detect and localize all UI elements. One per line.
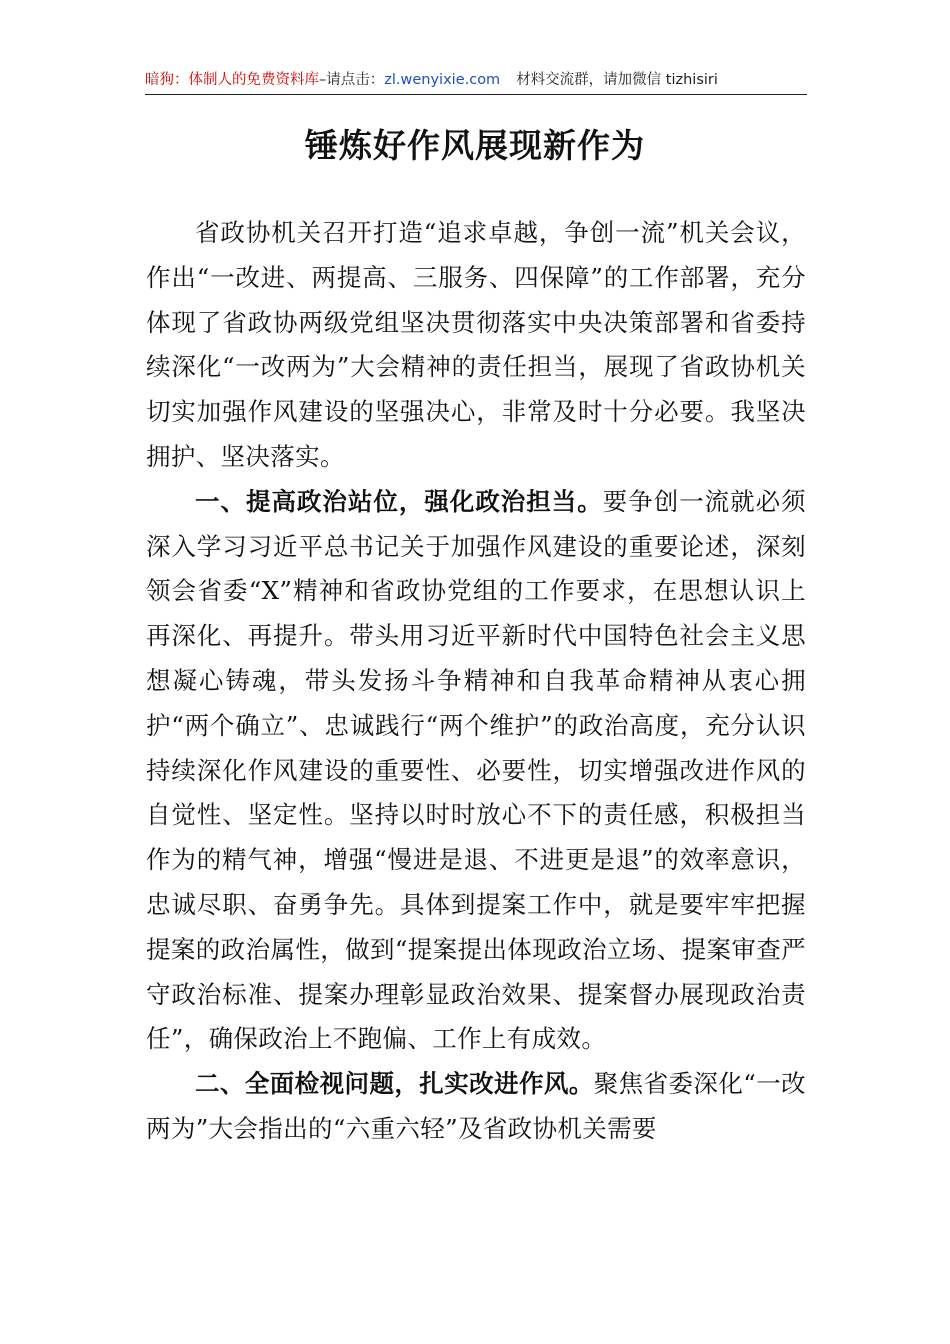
paragraph-text: 省政协机关召开打造“追求卓越，争创一流”机关会议，作出“一改进、两提高、三服务、四保障”的工作部署，充分体现了省政协两级党组坚决贯彻落实中央决策部署和省委持续深化“一改两为”大会精神的责任担当，展现了省政协机关切实加强作风建设的坚强决心，非常及时十分必要。我坚决拥护、坚决落实。 (146, 218, 806, 471)
paragraph-text: 聚焦省委深化“一改两为”大会指出的“六重六轻”及省政协机关需要 (146, 1069, 806, 1143)
paragraph-intro (146, 211, 806, 480)
header-brand: 暗狗：体制人的免费资料库 (145, 72, 319, 88)
page-header (145, 66, 807, 95)
section-heading: 一、提高政治站位，强化政治担当。 (195, 486, 603, 516)
paragraph-section-2 (146, 1062, 806, 1152)
document-title: 锤炼好作风展现新作为 (305, 126, 645, 165)
paragraph-section-1 (146, 480, 806, 1062)
header-link-prefix: –请点击： (319, 72, 385, 88)
document-body (146, 211, 806, 1152)
header-link[interactable]: zl.wenyixie.com (384, 72, 501, 88)
section-heading: 二、全面检视问题，扎实改进作风。 (195, 1069, 594, 1099)
paragraph-text: 要争创一流就必须深入学习习近平总书记关于加强作风建设的重要论述，深刻领会省委“X”精神和省政协党组的工作要求，在思想认识上再深化、再提升。带头用习近平新时代中国特色社会主义思想凝心铸魂，带头发扬斗争精神和自我革命精神从衷心拥护“两个确立”、忠诚践行“两个维护”的政治高度，充分认识持续深化作风建设的重要性、必要性，切实增强改进作风的自觉性、坚定性。坚持以时时放心不下的责任感，积极担当作为的精气神，增强“慢进是退、不进更是退”的效率意识，忠诚尽职、奋勇争先。具体到提案工作中，就是要牢牢把握提案的政治属性，做到“提案提出体现政治立场、提案审查严守政治标准、提案办理彰显政治效果、提案督办展现政治责任”，确保政治上不跑偏、工作上有成效。 (146, 486, 806, 1054)
header-wechat-note: 材料交流群，请加微信 tizhisiri (516, 72, 718, 88)
